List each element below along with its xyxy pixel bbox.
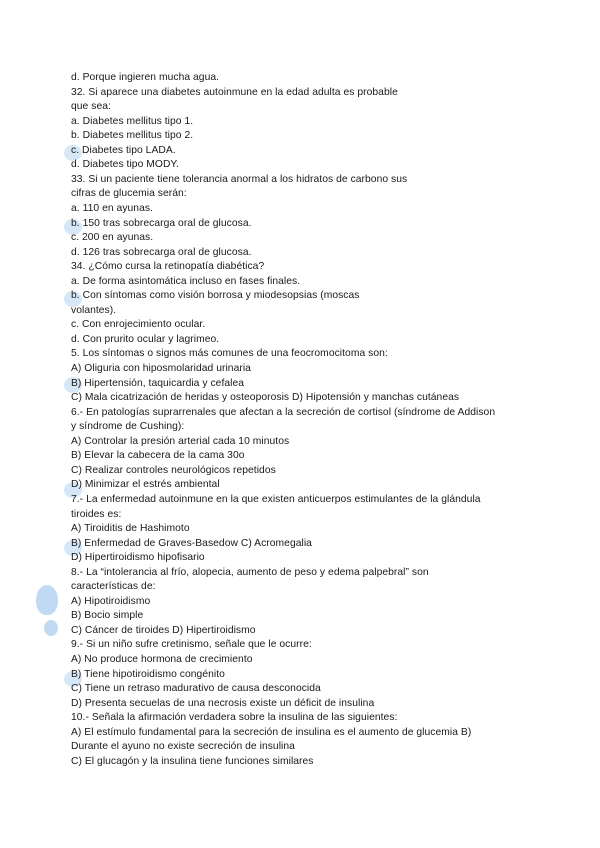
text-line: A) Controlar la presión arterial cada 10 minutos <box>71 435 290 447</box>
text-line: C) Realizar controles neurológicos repetidos <box>71 464 276 476</box>
text-line: a. Diabetes mellitus tipo 1. <box>71 115 194 127</box>
text-line: A) No produce hormona de crecimiento <box>71 654 253 665</box>
text-line: tiroides es: <box>71 508 122 520</box>
text-line: b. Con síntomas como visión borrosa y miodesopsias (moscas <box>71 290 360 302</box>
text-line: D) Hipertiroidismo hipofisario <box>71 552 205 564</box>
text-line: 5. Los síntomas o signos más comunes de una feocromocitoma son: <box>71 348 388 360</box>
text-line: 33. Si un paciente tiene tolerancia anormal a los hidratos de carbono sus <box>71 173 408 185</box>
text-line: B) Tiene hipotiroidismo congénito <box>71 668 225 680</box>
text-line: A) Oliguria con hiposmolaridad urinaria <box>71 363 251 374</box>
text-line: 6.- En patologías suprarrenales que afectan a la secreción de cortisol (síndrome de Addison <box>71 406 496 418</box>
text-line: b. Diabetes mellitus tipo 2. <box>71 130 194 142</box>
text-line: características de: <box>71 581 156 593</box>
text-line: a. De forma asintomática incluso en fases finales. <box>71 275 301 287</box>
text-line: B) Elevar la cabecera de la cama 30o <box>71 450 245 462</box>
text-line: C) Cáncer de tiroides D) Hipertiroidismo <box>71 624 256 636</box>
text-line: y síndrome de Cushing): <box>71 421 185 433</box>
text-line: b. 150 tras sobrecarga oral de glucosa. <box>71 217 252 229</box>
text-line: d. Porque ingieren mucha agua. <box>71 72 220 83</box>
text-line: B) Hipertensión, taquicardia y cefalea <box>71 377 245 389</box>
text-line: d. 126 tras sobrecarga oral de glucosa. <box>71 246 252 258</box>
text-line: que sea: <box>71 101 111 113</box>
text-line: C) Tiene un retraso madurativo de causa desconocida <box>71 683 321 695</box>
margin-ink-blob <box>36 585 58 615</box>
text-line: A) Hipotiroidismo <box>71 595 151 607</box>
text-line: c. 200 en ayunas. <box>71 232 154 244</box>
margin-ink-blob <box>44 620 58 636</box>
text-line: a. 110 en ayunas. <box>71 202 153 214</box>
text-line: 8.- La “intolerancia al frío, alopecia, aumento de peso y edema palpebral” son <box>71 566 429 578</box>
text-line: D) Minimizar el estrés ambiental <box>71 479 220 491</box>
text-line: 10.- Señala la afirmación verdadera sobre la insulina de las siguientes: <box>71 712 398 724</box>
text-line: C) Mala cicatrización de heridas y osteoporosis D) Hipotensión y manchas cutáneas <box>71 392 460 404</box>
text-line: 9.- Si un niño sufre cretinismo, señale que le ocurre: <box>71 639 312 651</box>
text-line: A) El estímulo fundamental para la secreción de insulina es el aumento de glucemia B) <box>71 726 472 738</box>
text-line: d. Diabetes tipo MODY. <box>71 159 179 171</box>
text-line: B) Bocio simple <box>71 610 144 622</box>
text-line: c. Diabetes tipo LADA. <box>71 144 176 156</box>
text-line: 34. ¿Cómo cursa la retinopatía diabética? <box>71 261 265 273</box>
text-line: Durante el ayuno no existe secreción de insulina <box>71 741 295 753</box>
text-line: 32. Si aparece una diabetes autoinmune en la edad adulta es probable <box>71 86 398 98</box>
text-line: 7.- La enfermedad autoinmune en la que existen anticuerpos estimulantes de la glándula <box>71 493 481 505</box>
text-line: cifras de glucemia serán: <box>71 188 187 200</box>
text-line: c. Con enrojecimiento ocular. <box>71 319 206 331</box>
text-line: volantes). <box>71 304 117 316</box>
text-line: A) Tiroiditis de Hashimoto <box>71 523 190 535</box>
text-line: C) El glucagón y la insulina tiene funciones similares <box>71 755 314 767</box>
text-line: D) Presenta secuelas de una necrosis existe un déficit de insulina <box>71 697 375 709</box>
text-line: d. Con prurito ocular y lagrimeo. <box>71 333 220 345</box>
text-line: B) Enfermedad de Graves-Basedow C) Acromegalia <box>71 537 312 549</box>
